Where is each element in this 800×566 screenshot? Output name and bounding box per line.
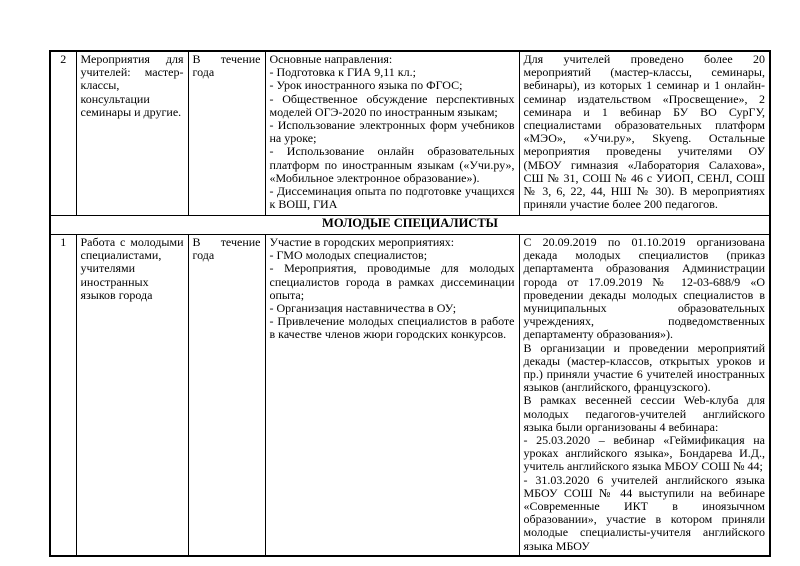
directions-paragraph: - Урок иностранного языка по ФГОС;	[269, 78, 463, 93]
timeframe-text: В течение года	[192, 235, 261, 263]
activity-cell	[76, 51, 188, 216]
row-number: 2	[60, 52, 67, 66]
activity-cell	[76, 235, 188, 556]
activity-text: Мероприятия для учителей: мастер-классы, консультации семинары и другие.	[80, 52, 184, 119]
directions-paragraph: Участие в городских мероприятиях:	[269, 235, 455, 249]
directions-paragraph: Основные направления:	[269, 52, 393, 66]
directions-cell	[265, 51, 519, 216]
results-paragraph: С 20.09.2019 по 01.10.2019 организована декада молодых специалистов (приказ департамента образования Администрации города от 17.09.2019 № 12-03-688/9 «О проведении декады молодых специалистов в муниципальных образовательных учреждениях, подведомственных департаменту образования»).	[523, 235, 765, 342]
directions-paragraph: - ГМО молодых специалистов;	[269, 248, 428, 263]
directions-paragraph: - Использование электронных форм учебников на уроке;	[269, 118, 515, 146]
row-number: 1	[60, 235, 67, 249]
directions-paragraph: - Организация наставничества в ОУ;	[269, 301, 457, 316]
timeframe-text: В течение года	[192, 52, 261, 80]
results-cell	[519, 235, 770, 556]
report-table-container	[49, 50, 769, 557]
timeframe-cell	[188, 51, 265, 216]
results-paragraph: - 31.03.2020 6 учителей английского языка МБОУ СОШ № 44 выступили на вебинаре «Современные ИКТ в иноязычном образовании», участие в котором приняли молодые специалисты-учителя английского языка МБОУ	[523, 472, 765, 553]
results-cell	[519, 51, 770, 216]
directions-paragraph: - Диссеминация опыта по подготовке учащихся к ВОШ, ГИА	[269, 184, 515, 212]
directions-cell	[265, 235, 519, 556]
row-number-cell	[50, 51, 76, 216]
table-row-teachers-events	[50, 51, 770, 216]
timeframe-cell	[188, 235, 265, 556]
directions-paragraph: - Мероприятия, проводимые для молодых специалистов города в рамках диссеминации опыта;	[269, 261, 515, 302]
directions-paragraph: - Подготовка к ГИА 9,11 кл.;	[269, 65, 416, 80]
directions-paragraph: - Общественное обсуждение перспективных моделей ОГЭ-2020 по иностранным языкам;	[269, 91, 515, 119]
section-header-young-specialists: МОЛОДЫЕ СПЕЦИАЛИСТЫ	[50, 216, 770, 235]
section-header-row	[50, 216, 770, 235]
directions-paragraph: - Привлечение молодых специалистов в работе в качестве членов жюри городских конкурсов.	[269, 314, 515, 342]
activity-text: Работа с молодыми специалистами, учителями иностранных языков города	[80, 235, 184, 302]
results-paragraph: В рамках весенней сессии Web-клуба для молодых педагогов-учителей английского языка были организованы 4 вебинара:	[523, 393, 765, 434]
results-paragraph: В организации и проведении мероприятий декады (мастер-классов, открытых уроков и пр.) приняли участие 6 учителей иностранных языков (английского, французского).	[523, 340, 765, 395]
results-paragraph: - 25.03.2020 – вебинар «Геймификация на уроках английского языка», Бондарева И.Д., учитель английского языка МБОУ СОШ № 44;	[523, 433, 765, 474]
results-paragraph: Для учителей проведено более 20 мероприятий (мастер-классы, семинары, вебинары), из которых 1 семинар и 1 онлайн-семинар издательством «Просвещение», 2 семинара и 1 вебинар БУ ВО СурГУ, специалистами образовательных платформ «МЭО», «Учи.ру», Skyeng. Остальные мероприятия проведены учителями ОУ (МБОУ гимназия «Лаборатория Салахова», СШ № 31, СОШ № 46 с УИОП, СЕНЛ, СОШ № 3, 6, 22, 44, НШ № 30). В мероприятиях приняли участие более 200 педагогов.	[523, 52, 765, 212]
directions-paragraph: - Использование онлайн образовательных платформ по иностранным языкам («Учи.ру», «Мобильное электронное образование»).	[269, 144, 515, 185]
report-table	[49, 50, 771, 557]
table-row-young-specialists	[50, 235, 770, 556]
row-number-cell	[50, 235, 76, 556]
